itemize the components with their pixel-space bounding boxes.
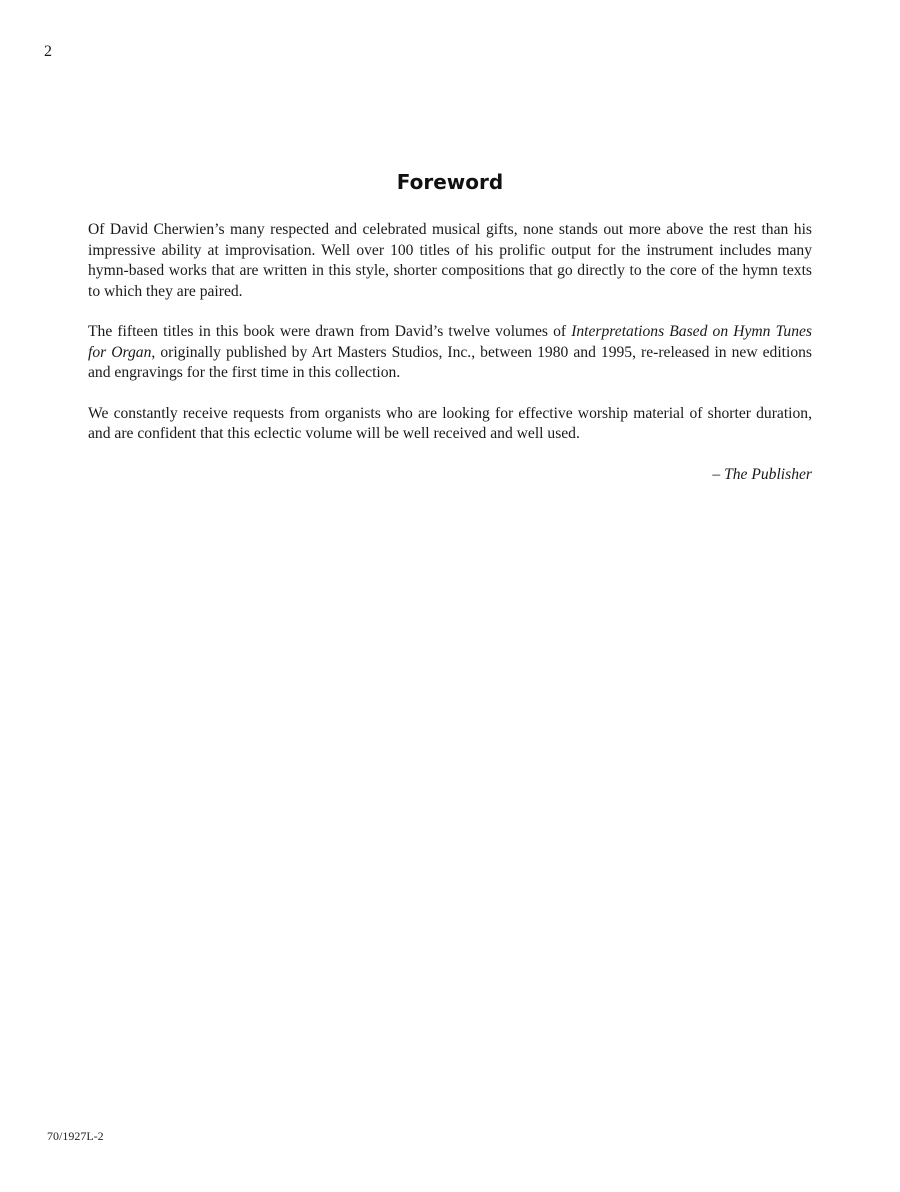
foreword-body [88,220,812,465]
paragraph-2-text-after: , originally published by Art Masters Studios, Inc., between 1980 and 1995, re-released in new editions and engravings for the first time in this collection. [88,343,813,381]
catalog-code: 70/1927L-2 [47,1129,104,1143]
foreword-paragraph-3: We constantly receive requests from organists who are looking for effective worship material of shorter duration, and are confident that this eclectic volume will be well received and well used. [88,404,812,442]
foreword-paragraph-1: Of David Cherwien’s many respected and celebrated musical gifts, none stands out more above the rest than his impressive ability at improvisation. Well over 100 titles of his prolific output for the instrument includes many hymn-based works that are written in this style, shorter compositions that go directly to the core of the hymn texts to which they are paired. [88,221,812,300]
paragraph-2-text-before: The fifteen titles in this book were drawn from David’s twelve volumes of [88,323,572,340]
page-title: Foreword [396,170,504,194]
book-title-italic: Interpretations Based on Hymn Tunes for Organ [88,323,812,361]
publisher-signature: – The Publisher [712,466,812,483]
foreword-paragraph-2 [88,322,812,384]
page-number: 2 [44,43,52,60]
